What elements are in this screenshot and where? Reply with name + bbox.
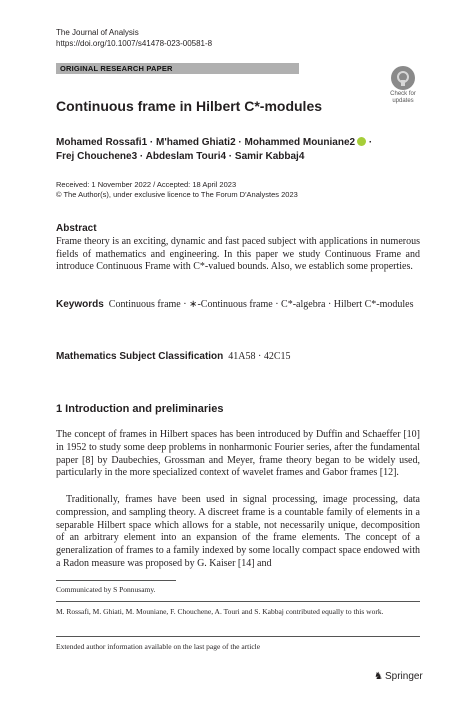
author-list bbox=[56, 136, 436, 163]
received-accepted-dates: Received: 1 November 2022 / Accepted: 18 April 2023 bbox=[56, 180, 237, 189]
journal-name: The Journal of Analysis bbox=[56, 28, 139, 37]
footnote-divider bbox=[56, 601, 420, 602]
badge-label-line1: Check for bbox=[390, 91, 416, 97]
msc-codes: 41A58 · 42C15 bbox=[228, 351, 291, 362]
authors-second-row: Frej Chouchene3 · Abdeslam Touri4 · Samir Kabbaj4 bbox=[56, 150, 305, 162]
msc-classification bbox=[56, 351, 291, 363]
msc-label: Mathematics Subject Classification bbox=[56, 351, 224, 362]
footnote-divider bbox=[56, 636, 420, 637]
springer-horse-icon: ♞ bbox=[374, 671, 383, 682]
paper-title: Continuous frame in Hilbert C*-modules bbox=[56, 98, 323, 114]
author-line-1: Mohamed Rossafi1 · M'hamed Ghiati2 · Mohammed Mouniane2 · bbox=[56, 137, 373, 148]
doi-link[interactable]: https://doi.org/10.1007/s41478-023-00581-8 bbox=[56, 39, 213, 48]
intro-paragraph-2: Traditionally, frames have been used in signal processing, image processing, data compression, and sampling theory. A discreet frame is a countable family of elements in a separable Hilbert space which allows for a stable, not necessarily unique, decomposition of an arbitrary element into an expansion of the frame elements. The concept of a generalization of frames to a family indexed by some locally compact space endowed with a Radon measure was proposed by G. Kaiser [14] and bbox=[56, 494, 420, 569]
article-type-label: ORIGINAL RESEARCH PAPER bbox=[60, 64, 173, 73]
badge-label-line2: updates bbox=[392, 98, 414, 104]
publisher-name: Springer bbox=[384, 671, 423, 682]
authors-first-row: Mohamed Rossafi1 · M'hamed Ghiati2 · Mohammed Mouniane2 bbox=[56, 137, 356, 148]
abstract-heading: Abstract bbox=[56, 223, 97, 234]
keywords-text: Continuous frame · ∗-Continuous frame · C*-algebra · Hilbert C*-modules bbox=[108, 299, 414, 310]
abstract-text: Frame theory is an exciting, dynamic and fast paced subject with applications in numerous fields of mathematics and engineering. In this paper we study Continuous Frame and introduce Continuous Frame with C*-valued bounds. Also, we establich some properties. bbox=[56, 236, 420, 273]
section-heading: 1 Introduction and preliminaries bbox=[56, 403, 224, 415]
footnote-communicated: Communicated by S Ponnusamy. bbox=[56, 585, 156, 594]
keywords bbox=[56, 299, 420, 312]
footnote-extended-info: Extended author information available on the last page of the article bbox=[56, 642, 261, 651]
check-for-updates-icon bbox=[391, 66, 415, 90]
badge-label bbox=[385, 91, 421, 105]
footnote-divider bbox=[56, 580, 176, 581]
intro-paragraph-1: The concept of frames in Hilbert spaces has been introduced by Duffin and Schaeffer [10] in 1952 to study some deep problems in nonharmonic Fourier series, after the fundamental paper [8] by Daubechies, Grossman and Meyer, frame theory began to be widely used, particularly in the more specialized context of wavelet frames and Gabor frames [12]. bbox=[56, 429, 420, 479]
copyright-notice: © The Author(s), under exclusive licence to The Forum D'Analystes 2023 bbox=[56, 190, 298, 199]
publisher-logo bbox=[374, 671, 423, 683]
orcid-icon[interactable] bbox=[357, 137, 366, 146]
footnote-equal-contribution: M. Rossafi, M. Ghiati, M. Mouniane, F. Chouchene, A. Touri and S. Kabbaj contributed equally to this work. bbox=[56, 607, 384, 616]
keywords-label: Keywords bbox=[56, 299, 104, 310]
check-for-updates-badge[interactable] bbox=[385, 66, 421, 102]
